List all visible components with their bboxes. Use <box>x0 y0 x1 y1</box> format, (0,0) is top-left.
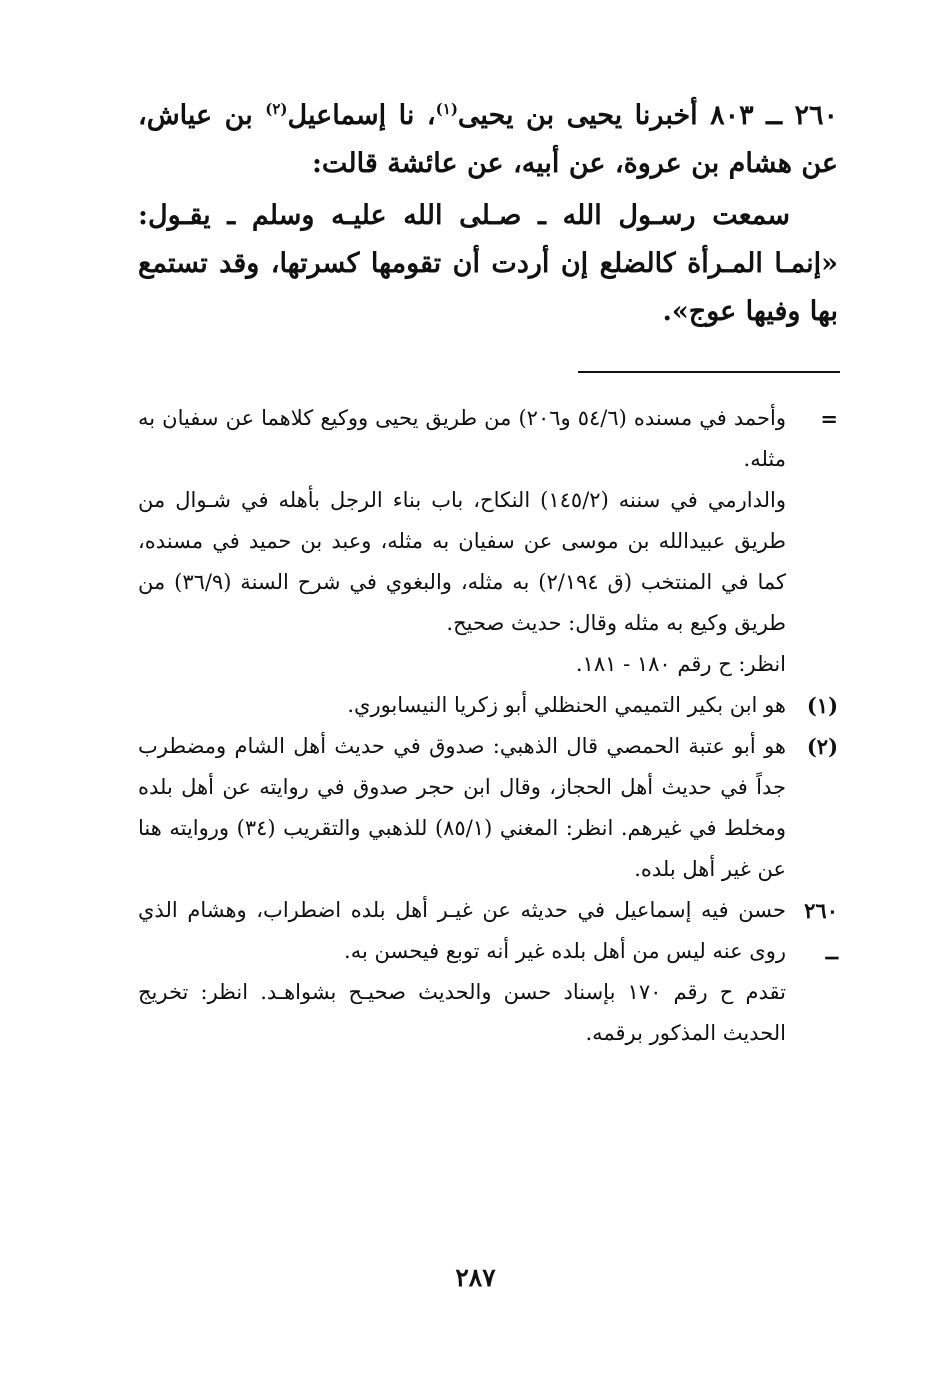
footnote-paragraph: حسن فيه إسماعيل في حديثه عن غيـر أهل بلده اضطراب، وهشام الذي روى عنه ليس من أهل بلده غير أنه توبع فيحسن به. <box>138 898 786 963</box>
footnote-separator <box>578 371 840 373</box>
footnotes-section <box>138 398 838 1054</box>
footnote-marker: (١) <box>806 693 838 718</box>
footnote-paragraph: والدارمي في سننه (١٤٥/٢) النكاح، باب بناء الرجل بأهله في شـوال من طريق عبيدالله بن موسى عن سفيان به مثله، وعبد بن حميد في مسنده، كما في المنتخب (ق ٢/١٩٤) به مثله، والبغوي في شرح السنة (٣٦/٩) من طريق وكيع به مثله وقال: حديث صحيح. <box>138 488 786 635</box>
footnote-grading <box>138 890 838 1054</box>
footnote-marker: (٢) <box>806 734 838 759</box>
isnad-part-1: أخبرنا يحيى بن يحيى <box>457 100 698 131</box>
isnad-part-3: بن عياش، عن هشام بن عروة، عن أبيه، عن عائشة قالت: <box>138 100 838 179</box>
footnote-ref-1: (١) <box>435 100 458 118</box>
footnote-paragraph: تقدم ح رقم ١٧٠ بإسناد حسن والحديث صحيـح بشواهـد. انظر: تخريج الحديث المذكور برقمه. <box>138 980 786 1045</box>
footnote-body <box>138 890 786 1054</box>
hadith-text <box>138 92 838 336</box>
hadith-isnad <box>138 92 838 188</box>
footnote-paragraph: انظر: ح رقم ١٨٠ - ١٨١. <box>575 652 786 676</box>
footnote-body <box>138 685 786 726</box>
page-number: ٢٨٧ <box>455 1263 496 1292</box>
footnote-body <box>138 398 786 685</box>
footnote-continuation <box>138 398 838 685</box>
hadith-number: ٢٦٠ ــ ٨٠٣ <box>710 100 839 131</box>
footnote-paragraph: هو أبو عتبة الحمصي قال الذهبي: صدوق في حديث أهل الشام ومضطرب جداً في حديث أهل الحجاز، وقال ابن حجر صدوق في روايته عن أهل بلده ومخلط في غيرهم. انظر: المغني (٨٥/١) للذهبي والتقريب (٣٤) وروايته هنا عن غير أهل بلده. <box>138 734 786 881</box>
hadith-matn: سمعت رسـول الله ـ صـلى الله عليـه وسلم ـ يقـول: «إنمـا المـرأة كالضلع إن أردت أن تقومها كسرتها، وقد تستمع بها وفيها عوج». <box>138 200 838 327</box>
footnote-paragraph: هو ابن بكير التميمي الحنظلي أبو زكريا النيسابوري. <box>347 693 786 717</box>
footnote-marker: ٢٦٠ ــ <box>804 898 838 964</box>
isnad-part-2: ، نا إسماعيل <box>287 100 436 131</box>
footnote-marker: = <box>820 406 838 431</box>
footnote-body <box>138 726 786 890</box>
footnote-paragraph: وأحمد في مسنده (٥٤/٦ و٢٠٦) من طريق يحيى ووكيع كلاهما عن سفيان به مثله. <box>138 406 786 471</box>
footnote-ref-2: (٢) <box>265 100 288 118</box>
footnote-2 <box>138 726 838 890</box>
footnote-1 <box>138 685 838 726</box>
